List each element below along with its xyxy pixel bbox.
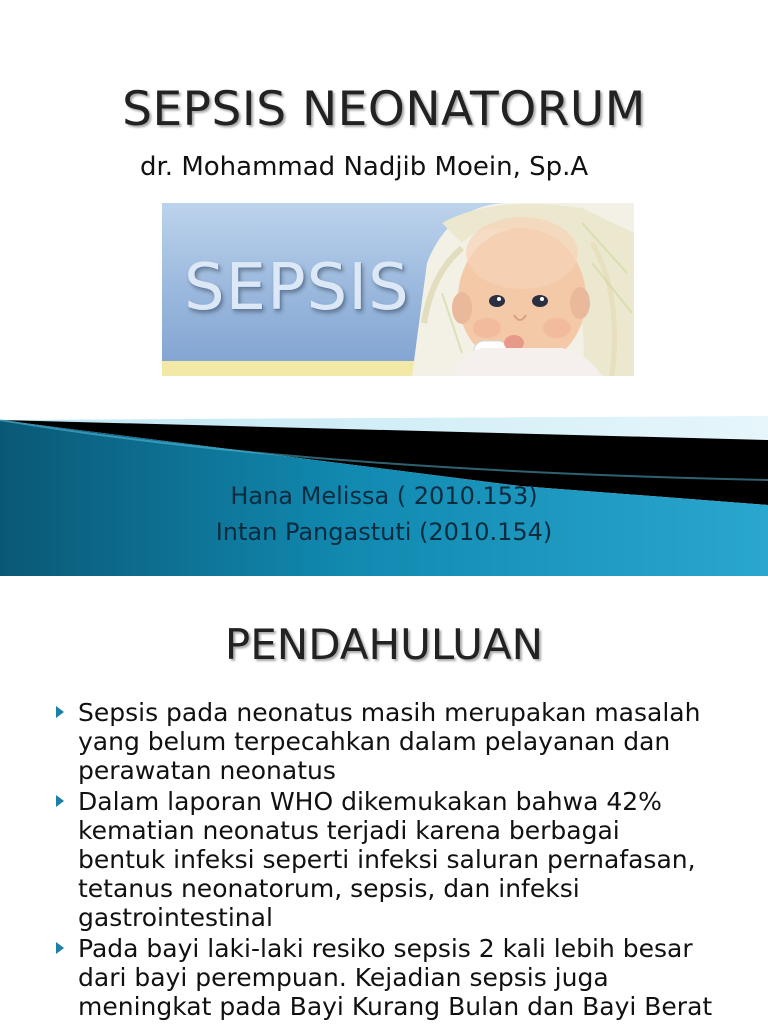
bullet-item <box>52 787 752 932</box>
bullet-line: perawatan neonatus <box>78 756 336 785</box>
bullet-line: meningkat pada Bayi Kurang Bulan dan Bayi Berat <box>78 992 713 1021</box>
bullet-item <box>52 934 752 1021</box>
slide-title: SEPSIS NEONATORUM <box>122 82 646 137</box>
bullet-line: Pada bayi laki-laki resiko sepsis 2 kali lebih besar <box>78 934 693 963</box>
slide-title: PENDAHULUAN <box>224 620 544 669</box>
author-line-1: Hana Melissa ( 2010.153) <box>230 482 538 510</box>
bullet-line: bentuk infeksi seperti infeksi saluran pernafasan, <box>78 845 696 874</box>
image-word: SEPSIS <box>184 251 410 325</box>
content-slide <box>0 576 768 1024</box>
sepsis-baby-image <box>162 203 634 376</box>
presenter-name: dr. Mohammad Nadjib Moein, Sp.A <box>140 152 589 182</box>
bullet-line: gastrointestinal <box>78 903 273 932</box>
bullet-arrow-icon <box>56 706 64 718</box>
bullet-line: kematian neonatus terjadi karena berbagai <box>78 816 620 845</box>
bullet-line: Dalam laporan WHO dikemukakan bahwa 42% <box>78 787 662 816</box>
bullet-arrow-icon <box>56 795 64 807</box>
bullet-line: Sepsis pada neonatus masih merupakan masalah <box>78 698 701 727</box>
bullet-line: dari bayi perempuan. Kejadian sepsis juga <box>78 963 609 992</box>
bullet-list <box>52 698 752 1023</box>
bullet-item <box>52 698 752 785</box>
bullet-line: yang belum terpecahkan dalam pelayanan dan <box>78 727 671 756</box>
author-line-2: Intan Pangastuti (2010.154) <box>215 518 553 546</box>
bullet-line: tetanus neonatorum, sepsis, dan infeksi <box>78 874 580 903</box>
bullet-arrow-icon <box>56 942 64 954</box>
